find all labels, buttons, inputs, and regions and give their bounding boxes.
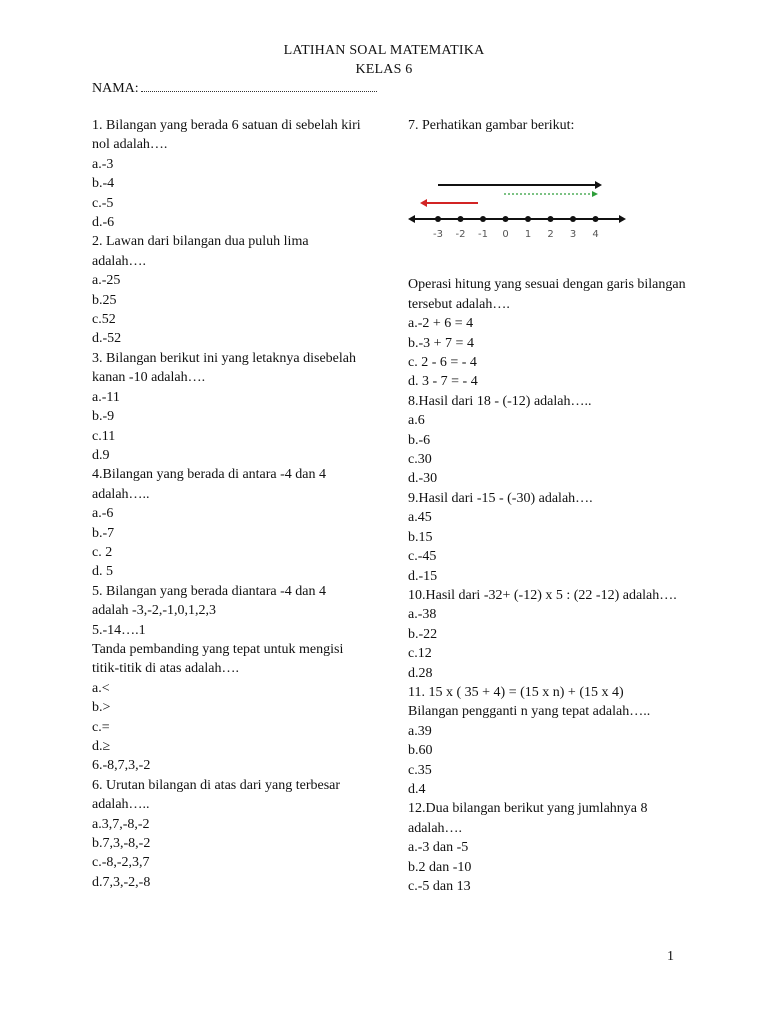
option: b.-4 — [92, 176, 115, 192]
option: d.-6 — [92, 215, 115, 231]
number-line-tick — [458, 216, 464, 222]
number-line-tick — [503, 216, 509, 222]
option: b.15 — [408, 529, 433, 545]
number-line-tick — [525, 216, 531, 222]
option: b.-9 — [92, 409, 115, 425]
question-2: 2. Lawan dari bilangan dua puluh lima adalah…. — [92, 234, 309, 269]
option: b.60 — [408, 743, 433, 759]
option: d.7,3,-2,-8 — [92, 874, 151, 890]
option: c.-5 — [92, 195, 114, 211]
number-line-diagram — [408, 171, 628, 271]
option: c.-5 dan 13 — [408, 879, 471, 894]
option: a.-6 — [92, 506, 114, 522]
question-4: 4.Bilangan yang berada di antara -4 dan 4 adalah….. — [92, 467, 327, 502]
option: a.-38 — [408, 607, 437, 623]
question-7: 7. Perhatikan gambar berikut: — [408, 118, 575, 133]
arrowhead-black — [595, 181, 602, 189]
option: d.≥ — [92, 739, 111, 754]
question-7-prompt: Operasi hitung yang sesuai dengan garis bilangan tersebut adalah…. — [408, 277, 686, 312]
option: b.7,3,-8,-2 — [92, 836, 151, 852]
option: c.30 — [408, 452, 432, 468]
worksheet-title: LATIHAN SOAL MATEMATIKA — [283, 43, 485, 58]
option: d.-30 — [408, 471, 438, 487]
question-5-prompt: Tanda pembanding yang tepat untuk mengisi titik-titik di atas adalah…. — [92, 641, 344, 677]
option: b.2 dan -10 — [408, 859, 472, 875]
question-1: 1. Bilangan yang berada 6 satuan di sebelah kiri nol adalah…. — [92, 118, 361, 153]
number-line-tick — [570, 216, 576, 222]
option: b.> — [92, 700, 111, 716]
option: a.39 — [408, 723, 432, 739]
option: a.-3 — [92, 156, 114, 172]
option: d.-52 — [92, 331, 122, 347]
right-question-column — [408, 116, 690, 896]
left-question-column — [92, 116, 362, 892]
question-5-context: 5. Bilangan yang berada diantara -4 dan 4 adalah -3,-2,-1,0,1,2,3 — [92, 583, 327, 619]
option: a.-25 — [92, 273, 121, 289]
number-line-tick-label: 1 — [524, 229, 532, 241]
axis-right-arrowhead — [619, 215, 626, 223]
option: b.25 — [92, 292, 117, 308]
number-line-tick — [480, 216, 486, 222]
option: c.-45 — [408, 549, 437, 565]
option: a.< — [92, 680, 110, 696]
name-field[interactable] — [92, 81, 377, 97]
number-line-tick — [593, 216, 599, 222]
question-5: 5.-14….1 — [92, 622, 146, 638]
option: c. 2 - 6 = - 4 — [408, 355, 477, 371]
option: d. 5 — [92, 564, 113, 580]
option: a.45 — [408, 510, 432, 526]
option: b.-3 + 7 = 4 — [408, 335, 474, 351]
worksheet-class: KELAS 6 — [355, 62, 413, 77]
option: b.-7 — [92, 525, 115, 541]
arrowhead-green — [592, 191, 598, 197]
question-9: 9.Hasil dari -15 - (-30) adalah…. — [408, 490, 593, 506]
number-line-tick — [548, 216, 554, 222]
name-blank-line[interactable] — [141, 82, 377, 92]
option: a.-11 — [92, 389, 120, 405]
option: c.= — [92, 719, 110, 735]
option: c.52 — [92, 312, 116, 328]
number-line-figure — [408, 135, 690, 275]
option: d. 3 - 7 = - 4 — [408, 374, 478, 390]
question-6-context: 6.-8,7,3,-2 — [92, 758, 151, 774]
question-11-prompt: Bilangan pengganti n yang tepat adalah….. — [408, 704, 651, 720]
option: a.3,7,-8,-2 — [92, 816, 150, 832]
question-10: 10.Hasil dari -32+ (-12) x 5 : (22 -12) adalah…. — [408, 587, 677, 603]
option: c. 2 — [92, 544, 113, 560]
option: c.35 — [408, 762, 432, 778]
option: d.-15 — [408, 568, 438, 584]
number-line-tick-label: -3 — [433, 229, 443, 241]
option: a.6 — [408, 413, 425, 429]
number-line-tick-label: 4 — [592, 229, 599, 241]
question-12: 12.Dua bilangan berikut yang jumlahnya 8 adalah…. — [408, 801, 648, 836]
option: d.28 — [408, 665, 433, 681]
option: c.12 — [408, 646, 432, 662]
arrowhead-red — [420, 199, 427, 207]
option: b.-6 — [408, 432, 431, 448]
question-3: 3. Bilangan berikut ini yang letaknya disebelah kanan -10 adalah…. — [92, 350, 356, 386]
page-number: 1 — [667, 949, 674, 964]
question-11: 11. 15 x ( 35 + 4) = (15 x n) + (15 x 4) — [408, 684, 624, 700]
question-6: 6. Urutan bilangan di atas dari yang terbesar adalah….. — [92, 777, 341, 813]
number-line-tick-label: 2 — [547, 229, 554, 241]
name-label: NAMA: — [92, 81, 139, 96]
option: a.-3 dan -5 — [408, 840, 469, 856]
number-line-tick-label: -1 — [478, 229, 488, 241]
number-line-tick — [435, 216, 441, 222]
option: c.11 — [92, 428, 116, 444]
option: d.4 — [408, 781, 426, 797]
option: a.-2 + 6 = 4 — [408, 316, 474, 332]
option: c.-8,-2,3,7 — [92, 855, 150, 871]
number-line-tick-label: 3 — [569, 229, 577, 241]
number-line-tick-label: -2 — [455, 229, 466, 241]
number-line-tick-label: 0 — [502, 229, 509, 241]
axis-left-arrowhead — [408, 215, 415, 223]
question-8: 8.Hasil dari 18 - (-12) adalah….. — [408, 393, 592, 409]
option: b.-22 — [408, 626, 438, 642]
option: d.9 — [92, 447, 110, 463]
